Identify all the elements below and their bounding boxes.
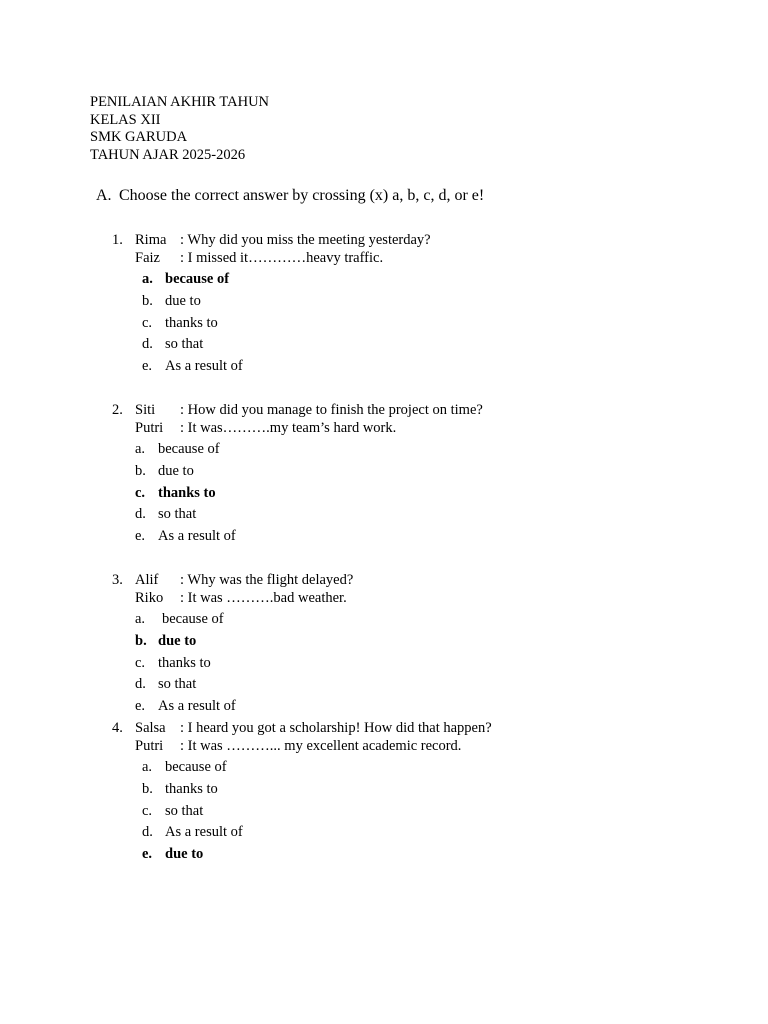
dialogue-text: : How did you manage to finish the project on time?: [180, 402, 483, 418]
option-letter: c.: [142, 802, 153, 819]
option-letter: b.: [135, 462, 146, 479]
academic-year: TAHUN AJAR 2025-2026: [90, 146, 246, 163]
option-text: so that: [158, 676, 197, 693]
option-letter: c.: [135, 484, 146, 501]
option-letter: b.: [142, 780, 153, 797]
question-number: 1.: [112, 232, 123, 248]
option-text: As a result of: [165, 824, 243, 841]
option-text: thanks to: [165, 780, 218, 797]
speaker-name: Riko: [135, 590, 164, 606]
option-text: As a result of: [158, 528, 236, 545]
option-text: due to: [165, 846, 204, 863]
option-letter: d.: [142, 336, 153, 353]
speaker-name: Putri: [135, 738, 164, 754]
option-letter: c.: [142, 314, 153, 331]
option-letter: a.: [135, 611, 146, 627]
option-letter: a.: [135, 441, 146, 457]
exam-title: PENILAIAN AKHIR TAHUN: [90, 94, 270, 110]
option-letter: b.: [135, 632, 147, 649]
speaker-name: Putri: [135, 420, 164, 436]
option-letter: c.: [135, 654, 146, 671]
option-letter: d.: [135, 506, 146, 523]
option-text: thanks to: [158, 654, 211, 671]
question-number: 2.: [112, 402, 123, 418]
section-instruction: [96, 187, 484, 205]
option-text: As a result of: [165, 358, 243, 375]
option-letter: a.: [142, 759, 153, 775]
option-text: As a result of: [158, 698, 236, 715]
option-text: due to: [165, 292, 201, 309]
option-text: because of: [162, 611, 224, 627]
option-text: so that: [158, 506, 197, 523]
option-letter: e.: [142, 846, 153, 863]
option-text: due to: [158, 632, 197, 649]
section-letter: A.: [96, 187, 112, 204]
class-label: KELAS XII: [90, 111, 161, 128]
dialogue-text: : It was ……….bad weather.: [180, 590, 347, 606]
option-text: so that: [165, 336, 204, 353]
option-letter: a.: [142, 271, 153, 287]
dialogue-text: : Why was the flight delayed?: [180, 572, 354, 588]
option-text: thanks to: [158, 484, 216, 501]
option-letter: d.: [135, 676, 146, 693]
dialogue-text: : I missed it…………heavy traffic.: [180, 250, 384, 266]
document-header: [90, 94, 269, 164]
dialogue-text: : It was……….my team’s hard work.: [180, 420, 397, 436]
option-letter: d.: [142, 824, 153, 841]
option-letter: e.: [142, 358, 153, 375]
speaker-name: Siti: [135, 402, 156, 418]
option-letter: b.: [142, 292, 153, 309]
instruction-text: Choose the correct answer by crossing (x) a, b, c, d, or e!: [119, 187, 485, 204]
dialogue-text: : It was ………... my excellent academic record.: [180, 738, 462, 754]
question-number: 4.: [112, 720, 123, 736]
option-text: because of: [158, 441, 220, 457]
dialogue-text: : I heard you got a scholarship! How did that happen?: [180, 720, 492, 736]
speaker-name: Rima: [135, 232, 167, 248]
option-text: so that: [165, 802, 204, 819]
dialogue-text: : Why did you miss the meeting yesterday?: [180, 232, 431, 248]
option-text: thanks to: [165, 314, 218, 331]
option-text: because of: [165, 759, 227, 775]
speaker-name: Salsa: [135, 720, 166, 736]
school-name: SMK GARUDA: [90, 129, 188, 145]
option-text: due to: [158, 462, 194, 479]
speaker-name: Alif: [135, 572, 159, 588]
option-letter: e.: [135, 698, 146, 715]
option-letter: e.: [135, 528, 146, 545]
speaker-name: Faiz: [135, 250, 160, 266]
question-number: 3.: [112, 572, 123, 588]
option-text: because of: [165, 271, 230, 287]
